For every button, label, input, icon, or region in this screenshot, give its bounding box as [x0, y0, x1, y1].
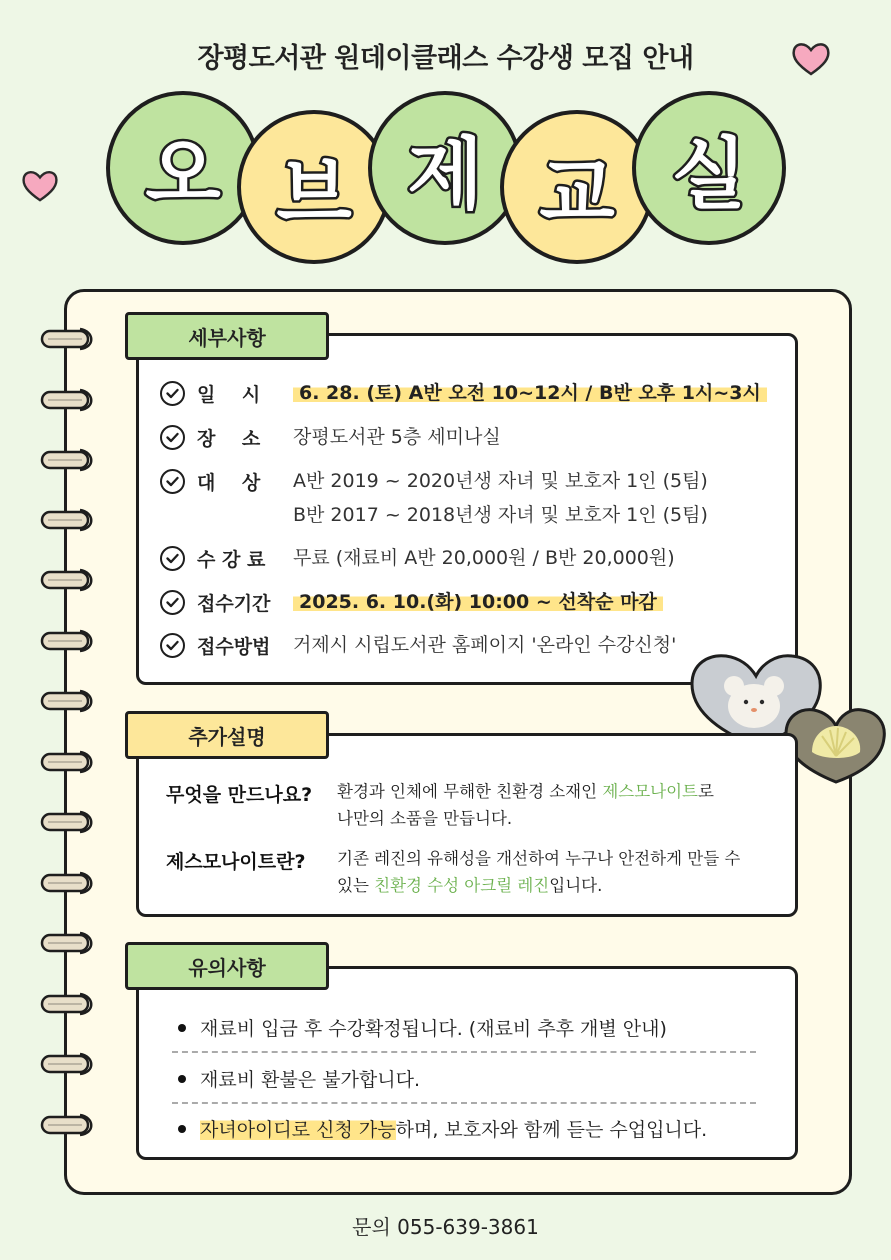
details-value-method: 거제시 시립도서관 홈페이지 '온라인 수강신청' — [293, 634, 677, 656]
spiral-ring-icon — [40, 325, 98, 353]
spiral-ring-icon — [40, 506, 98, 534]
contact-info: 문의 055-639-3861 — [352, 1215, 539, 1239]
extra-question-1: 무엇을 만드나요? — [166, 784, 313, 806]
details-label: 장 소 — [197, 428, 261, 450]
spiral-ring-icon — [40, 627, 98, 655]
divider — [172, 1102, 756, 1104]
details-value-target-b: B반 2017 ~ 2018년생 자녀 및 보호자 1인 (5팀) — [293, 504, 708, 526]
notes-item-3-highlight: 자녀아이디로 신청 가능 — [200, 1115, 396, 1142]
title-char-1: 오 — [106, 91, 260, 245]
details-label: 수 강 료 — [197, 549, 266, 571]
title-char-2: 브 — [237, 110, 391, 264]
extra-tag: 추가설명 — [125, 711, 329, 759]
notes-tag: 유의사항 — [125, 942, 329, 990]
spiral-ring-icon — [40, 446, 98, 474]
check-circle-icon — [160, 590, 185, 615]
spiral-ring-icon — [40, 1050, 98, 1078]
extra-question-2: 제스모나이트란? — [166, 851, 306, 873]
details-row-fee — [160, 545, 675, 575]
spiral-ring-icon — [40, 566, 98, 594]
spiral-ring-icon — [40, 1111, 98, 1139]
details-value-fee: 무료 (재료비 A반 20,000원 / B반 20,000원) — [293, 547, 675, 569]
details-value-target-a: A반 2019 ~ 2020년생 자녀 및 보호자 1인 (5팀) — [293, 470, 708, 492]
check-circle-icon — [160, 469, 185, 494]
extra-answer-1: 환경과 인체에 무해한 친환경 소재인 제스모나이트로 나만의 소품을 만듭니다. — [337, 782, 714, 828]
notes-item-2: 재료비 환불은 불가합니다. — [178, 1065, 420, 1092]
check-circle-icon — [160, 381, 185, 406]
spiral-ring-icon — [40, 929, 98, 957]
spiral-ring-icon — [40, 869, 98, 897]
spiral-ring-icon — [40, 808, 98, 836]
details-row-place — [160, 424, 501, 454]
extra-answer-2-green: 친환경 수성 아크릴 레진 — [374, 876, 550, 895]
details-row-method — [160, 632, 676, 662]
details-label: 접수방법 — [197, 636, 271, 658]
title-char-3: 제 — [368, 91, 522, 245]
spiral-ring-icon — [40, 990, 98, 1018]
details-value-place: 장평도서관 5층 세미나실 — [293, 426, 501, 448]
check-circle-icon — [160, 633, 185, 658]
extra-answer-1-green: 제스모나이트 — [602, 782, 698, 801]
divider — [172, 1051, 756, 1053]
details-label: 일 시 — [197, 384, 261, 406]
details-row-period — [160, 589, 663, 619]
check-circle-icon — [160, 546, 185, 571]
details-tag: 세부사항 — [125, 312, 329, 360]
details-row-date — [160, 380, 767, 410]
check-circle-icon — [160, 425, 185, 450]
details-value-date: 6. 28. (토) A반 오전 10~12시 / B반 오후 1시~3시 — [293, 382, 767, 404]
details-label: 접수기간 — [197, 593, 271, 615]
spiral-ring-icon — [40, 748, 98, 776]
extra-answer-2: 기존 레진의 유해성을 개선하여 누구나 안전하게 만들 수 있는 친환경 수성 아크릴 레진입니다. — [337, 849, 741, 895]
spiral-ring-icon — [40, 386, 98, 414]
details-label: 대 상 — [197, 472, 261, 494]
title-circles — [0, 0, 891, 280]
details-row-target — [160, 468, 708, 532]
notes-item-3: 자녀아이디로 신청 가능 하며, 보호자와 함께 듣는 수업입니다. — [178, 1115, 707, 1142]
title-char-4: 교 — [500, 110, 654, 264]
details-value-period: 2025. 6. 10.(화) 10:00 ~ 선착순 마감 — [293, 591, 663, 613]
spiral-ring-icon — [40, 687, 98, 715]
notes-item-1: 재료비 입금 후 수강확정됩니다. (재료비 추후 개별 안내) — [178, 1014, 667, 1041]
title-char-5: 실 — [632, 91, 786, 245]
page-subtitle: 장평도서관 원데이클래스 수강생 모집 안내 — [197, 43, 694, 74]
